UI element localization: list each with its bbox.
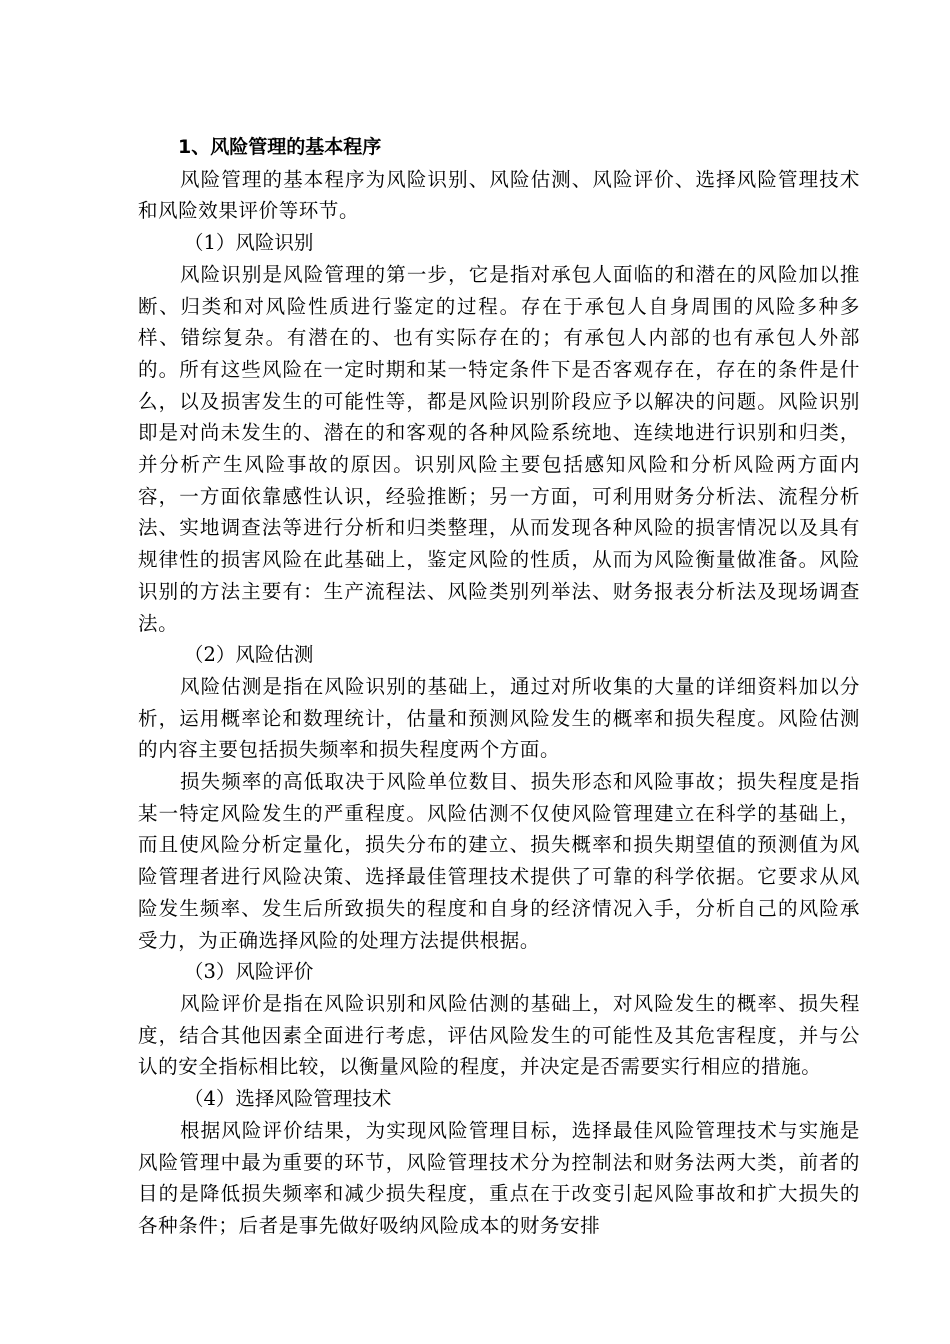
subsection-title-risk-evaluation: （3）风险评价 xyxy=(184,960,314,984)
subsection-title-risk-identification: （1）风险识别 xyxy=(184,231,314,255)
paragraph-risk-evaluation: 风险评价是指在风险识别和风险估测的基础上，对风险发生的概率、损失程度，结合其他因素全面进行考虑，评估风险发生的可能性及其危害程度，并与公认的安全指标相比较，以衡量风险的程度，并决定是否需要实行相应的措施。 xyxy=(138,991,860,1079)
paragraph-management-technique: 根据风险评价结果，为实现风险管理目标，选择最佳风险管理技术与实施是风险管理中最为重要的环节，风险管理技术分为控制法和财务法两大类，前者的目的是降低损失频率和减少损失程度，重点在于改变引起风险事故和扩大损失的各种条件；后者是事先做好吸纳风险成本的财务安排 xyxy=(138,1118,860,1237)
intro-paragraph: 风险管理的基本程序为风险识别、风险估测、风险评价、选择风险管理技术和风险效果评价等环节。 xyxy=(138,167,860,223)
paragraph-risk-estimation-2: 损失频率的高低取决于风险单位数目、损失形态和风险事故；损失程度是指某一特定风险发生的严重程度。风险估测不仅使风险管理建立在科学的基础上，而且使风险分析定量化，损失分布的建立、损失概率和损失期望值的预测值为风险管理者进行风险决策、选择最佳管理技术提供了可靠的科学依据。它要求从风险发生频率、发生后所致损失的程度和自身的经济情况入手，分析自己的风险承受力，为正确选择风险的处理方法提供根据。 xyxy=(138,770,860,952)
subsection-title-management-technique: （4）选择风险管理技术 xyxy=(184,1087,392,1111)
paragraph-risk-estimation-1: 风险估测是指在风险识别的基础上，通过对所收集的大量的详细资料加以分析，运用概率论和数理统计，估量和预测风险发生的概率和损失程度。风险估测的内容主要包括损失频率和损失程度两个方面。 xyxy=(138,674,860,762)
section-heading: 1、风险管理的基本程序 xyxy=(178,136,382,158)
paragraph-risk-identification: 风险识别是风险管理的第一步，它是指对承包人面临的和潜在的风险加以推断、归类和对风险性质进行鉴定的过程。存在于承包人自身周围的风险多种多样、错综复杂。有潜在的、也有实际存在的；有承包人内部的也有承包人外部的。所有这些风险在一定时期和某一特定条件下是否客观存在，存在的条件是什么，以及损害发生的可能性等，都是风险识别阶段应予以解决的问题。风险识别即是对尚未发生的、潜在的和客观的各种风险系统地、连续地进行识别和归类，并分析产生风险事故的原因。识别风险主要包括感知风险和分析风险两方面内容，一方面依靠感性认识，经验推断；另一方面，可利用财务分析法、流程分析法、实地调查法等进行分析和归类整理，从而发现各种风险的损害情况以及具有规律性的损害风险在此基础上，鉴定风险的性质，从而为风险衡量做准备。风险识别的方法主要有：生产流程法、风险类别列举法、财务报表分析法及现场调查法。 xyxy=(138,262,860,635)
document-body xyxy=(138,132,860,1242)
subsection-title-risk-estimation: （2）风险估测 xyxy=(184,643,314,667)
